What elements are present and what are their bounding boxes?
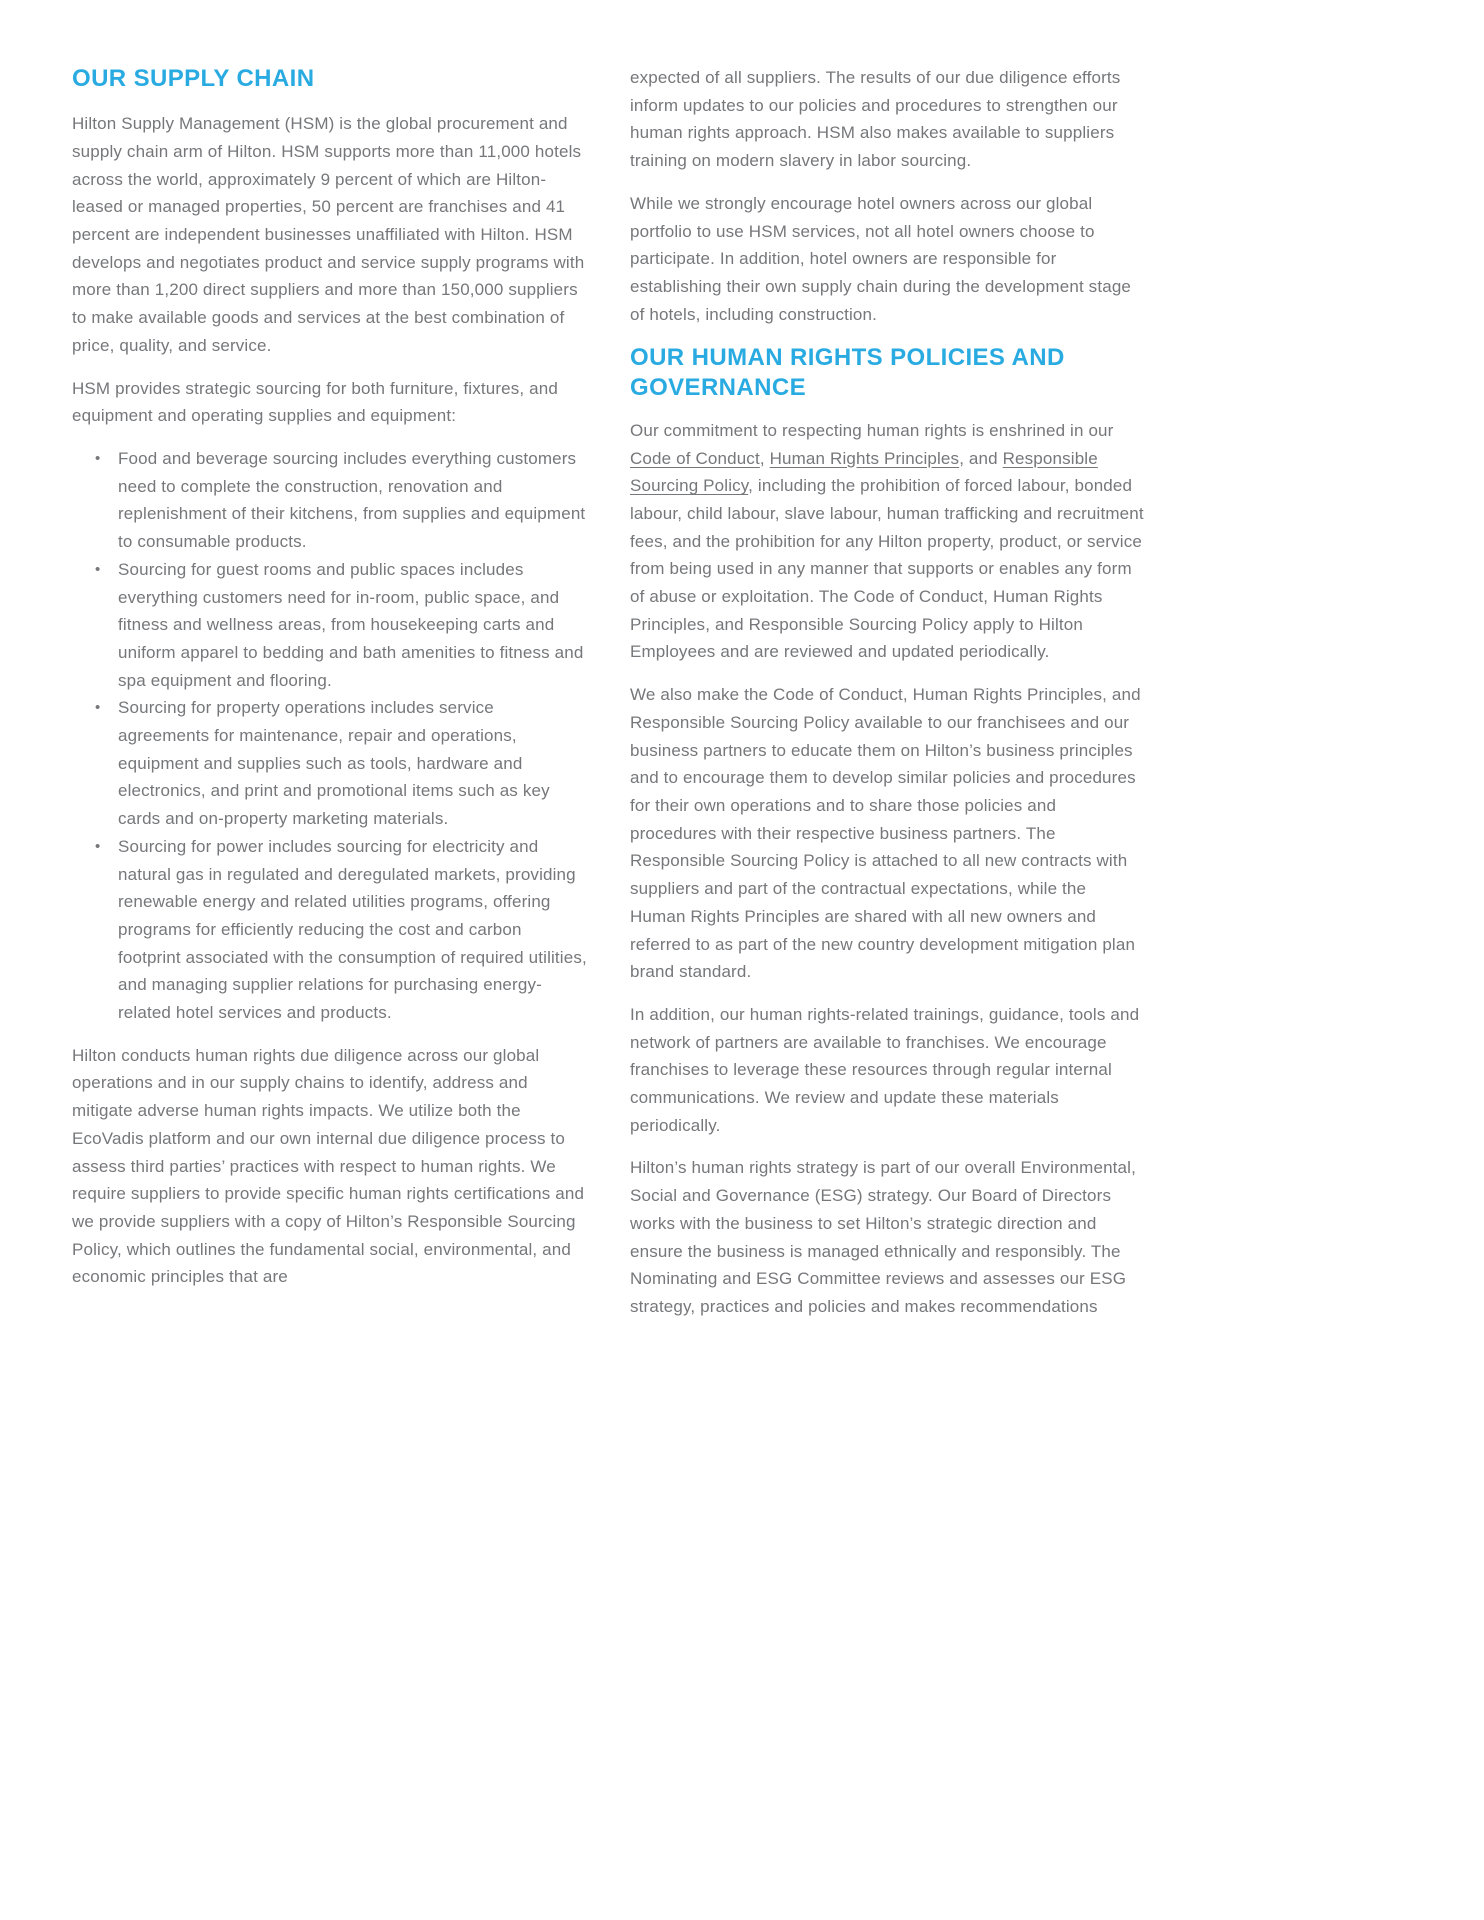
human-rights-principles-link[interactable]: Human Rights Principles xyxy=(769,448,960,468)
paragraph-trainings: In addition, our human rights-related trainings, guidance, tools and network of partners are available to franchises. We encourage franchises to leverage these resources through regular internal communications. We review and update these materials periodically. xyxy=(630,1004,1140,1135)
code-of-conduct-link[interactable]: Code of Conduct xyxy=(630,448,760,468)
policies-text-sep1: , xyxy=(759,448,770,468)
list-item-property-operations xyxy=(72,694,588,833)
paragraph-esg-strategy: Hilton’s human rights strategy is part of our overall Environmental, Social and Governance (ESG) strategy. Our Board of Directors works with the business to set Hilton’s strategic direction and ensure the business is managed ethnically and responsibly. The Nominating and ESG Committee reviews and assesses our ESG strategy, practices and policies and makes recommendations xyxy=(630,1158,1136,1316)
paragraph-sourcing-lead: HSM provides strategic sourcing for both furniture, fixtures, and equipment and operating supplies and equipment: xyxy=(72,378,558,426)
bullet-icon: • xyxy=(95,699,101,717)
bullet-text: Sourcing for property operations includes service agreements for maintenance, repair and operations, equipment and supplies such as tools, hardware and electronics, and print and promotional items such as key cards and on-property marketing materials. xyxy=(118,698,550,829)
sourcing-bullet-list xyxy=(72,445,588,1027)
paragraph-hotel-owners: While we strongly encourage hotel owners across our global portfolio to use HSM services, not all hotel owners choose to participate. In addition, hotel owners are responsible for establishing their own supply chain during the development stage of hotels, including construction. xyxy=(630,193,1132,324)
bullet-text: Food and beverage sourcing includes everything customers need to complete the construction, renovation and replenishment of their kitchens, from supplies and equipment to consumable products. xyxy=(118,449,586,552)
paragraph-due-diligence: Hilton conducts human rights due diligence across our global operations and in our supply chains to identify, address and mitigate adverse human rights impacts. We utilize both the EcoVadis platform and our own internal due diligence process to assess third parties’ practices with respect to human rights. We require suppliers to provide specific human rights certifications and we provide suppliers with a copy of Hilton’s Responsible Sourcing Policy, which outlines the fundamental social, environmental, and economic principles that are xyxy=(72,1045,585,1287)
left-column xyxy=(72,64,588,1336)
paragraph-policies xyxy=(630,417,1146,666)
list-item-power xyxy=(72,833,588,1027)
policies-text-post: , including the prohibition of forced labour, bonded labour, child labour, slave labour, human trafficking and recruitment fees, and the prohibition for any Hilton property, product, or service from being used in any manner that supports or enables any form of abuse or exploitation. The Code of Conduct, Human Rights Principles, and Responsible Sourcing Policy apply to Hilton Employees and are reviewed and updated periodically. xyxy=(630,476,1144,662)
right-column xyxy=(630,64,1146,1336)
bullet-icon: • xyxy=(95,450,101,467)
bullet-text: Sourcing for power includes sourcing for electricity and natural gas in regulated and deregulated markets, providing renewable energy and related utilities programs, offering programs for efficiently reducing the cost and carbon footprint associated with the consumption of required utilities, and managing supplier relations for purchasing energy-related hotel services and products. xyxy=(118,836,587,1023)
heading-our-supply-chain: OUR SUPPLY CHAIN xyxy=(72,65,315,92)
policies-text-pre: Our commitment to respecting human rights is enshrined in our xyxy=(630,420,1114,440)
heading-human-rights-policies: OUR HUMAN RIGHTS POLICIES AND GOVERNANCE xyxy=(630,344,1065,401)
list-item-guest-rooms xyxy=(72,556,588,695)
bullet-icon: • xyxy=(95,560,101,578)
paragraph-hsm-intro: Hilton Supply Management (HSM) is the global procurement and supply chain arm of Hilton. HSM supports more than 11,000 hotels across the world, approximately 9 percent of which are Hilton-leased or managed properties, 50 percent are franchises and 41 percent are independent businesses unaffiliated with Hilton. HSM develops and negotiates product and service supply programs with more than 1,200 direct suppliers and more than 150,000 suppliers to make available goods and services at the best combination of price, quality, and service. xyxy=(72,114,585,355)
policies-text-sep2: , and xyxy=(959,448,1003,468)
bullet-text: Sourcing for guest rooms and public spaces includes everything customers need for in-room, public space, and fitness and wellness areas, from housekeeping carts and uniform apparel to bedding and bath amenities to fitness and spa equipment and flooring. xyxy=(118,559,584,690)
paragraph-availability: We also make the Code of Conduct, Human Rights Principles, and Responsible Sourcing Policy available to our franchisees and our business partners to educate them on Hilton’s business principles and to encourage them to develop similar policies and procedures for their own operations and to share those policies and procedures with their respective business partners. The Responsible Sourcing Policy is attached to all new contracts with suppliers and part of the contractual expectations, while the Human Rights Principles are shared with all new owners and referred to as part of the new country development mitigation plan brand standard. xyxy=(630,685,1141,982)
bullet-icon: • xyxy=(95,837,101,855)
paragraph-suppliers-continuation: expected of all suppliers. The results of our due diligence efforts inform updates to our policies and procedures to strengthen our human rights approach. HSM also makes available to suppliers training on modern slavery in labor sourcing. xyxy=(630,68,1121,171)
list-item-food-beverage xyxy=(72,445,588,556)
responsible-sourcing-policy-link[interactable]: Responsible Sourcing Policy xyxy=(630,448,1098,496)
